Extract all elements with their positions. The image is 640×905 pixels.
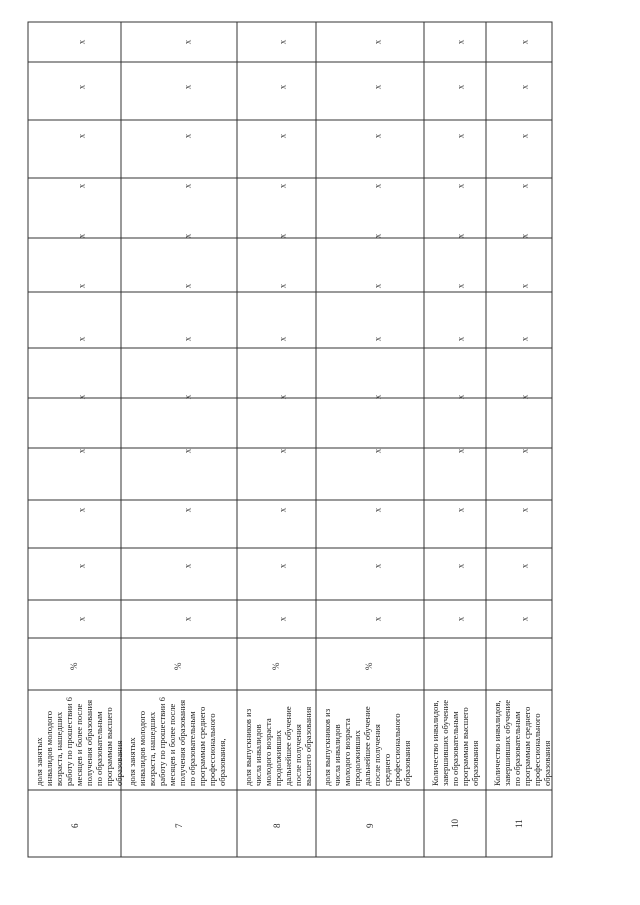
empty-cell-mark: x (519, 563, 530, 569)
empty-cell-mark: x (519, 283, 530, 289)
empty-cell-mark: x (455, 183, 466, 189)
row-unit: % (270, 662, 281, 670)
empty-cell-mark: x (76, 448, 87, 454)
empty-cell-mark: x (372, 563, 383, 569)
empty-cell-mark: x (76, 39, 87, 45)
row-description: Количество инвалидов, завершивших обучение по образовательным программам среднего профессионального образования (492, 699, 552, 786)
empty-cell-mark: x (519, 183, 530, 189)
empty-cell-mark: x (76, 336, 87, 342)
empty-cell-mark: x (455, 448, 466, 454)
empty-cell-mark: x (519, 616, 530, 622)
empty-cell-mark: x (277, 233, 288, 239)
empty-cell-mark: x (372, 233, 383, 239)
row-description: доля занятых инвалидов молодого возраста, нашедших работу по прошествии 6 месяцев и более после получения образования по образовательным программам среднего профессионального образования, (127, 697, 227, 786)
empty-cell-mark: x (277, 283, 288, 289)
empty-cell-mark: x (76, 84, 87, 90)
row-number: 6 (69, 823, 80, 828)
empty-cell-mark: x (182, 283, 193, 289)
empty-cell-mark: x (455, 394, 466, 400)
empty-cell-mark: x (372, 616, 383, 622)
empty-cell-mark: x (76, 133, 87, 139)
empty-cell-mark: x (519, 39, 530, 45)
empty-cell-mark: x (372, 84, 383, 90)
empty-cell-mark: x (519, 336, 530, 342)
row-number: 8 (271, 823, 282, 828)
empty-cell-mark: x (372, 133, 383, 139)
empty-cell-mark: x (372, 283, 383, 289)
empty-cell-mark: x (455, 233, 466, 239)
empty-cell-mark: x (277, 133, 288, 139)
empty-cell-mark: x (182, 394, 193, 400)
empty-cell-mark: x (182, 563, 193, 569)
empty-cell-mark: x (76, 394, 87, 400)
empty-cell-mark: x (455, 39, 466, 45)
row-description: Количество инвалидов, завершивших обучение по образовательным программам высшего образования (430, 699, 480, 786)
empty-cell-mark: x (372, 448, 383, 454)
row-description: доля занятых инвалидов молодого возраста, нашедших работу по прошествии 6 месяцев и более после получения образования по образовательным программам высшего образования (34, 697, 124, 786)
empty-cell-mark: x (519, 394, 530, 400)
empty-cell-mark: x (76, 563, 87, 569)
row-unit: % (364, 662, 374, 670)
empty-cell-mark: x (372, 336, 383, 342)
empty-cell-mark: x (277, 563, 288, 569)
row-description: доля выпускников из числа инвалидов молодого возраста продолживших дальнейшее обучение после получения высшего образования (243, 706, 313, 786)
empty-cell-mark: x (277, 616, 288, 622)
row-unit: % (68, 662, 79, 670)
row-number: 7 (174, 823, 184, 828)
empty-cell-mark: x (519, 84, 530, 90)
empty-cell-mark: x (76, 616, 87, 622)
empty-cell-mark: x (182, 336, 193, 342)
empty-cell-mark: x (277, 183, 288, 189)
empty-cell-mark: x (277, 84, 288, 90)
empty-cell-mark: x (277, 507, 288, 513)
empty-cell-mark: x (182, 183, 193, 189)
empty-cell-mark: x (372, 394, 383, 400)
empty-cell-mark: x (455, 616, 466, 622)
empty-cell-mark: x (372, 39, 383, 45)
empty-cell-mark: x (182, 84, 193, 90)
empty-cell-mark: x (519, 507, 530, 513)
empty-cell-mark: x (519, 133, 530, 139)
empty-cell-mark: x (182, 133, 193, 139)
row-unit: % (173, 662, 183, 670)
empty-cell-mark: x (277, 394, 288, 400)
empty-cell-mark: x (277, 448, 288, 454)
empty-cell-mark: x (76, 183, 87, 189)
empty-cell-mark: x (519, 233, 530, 239)
empty-cell-mark: x (76, 233, 87, 239)
empty-cell-mark: x (455, 563, 466, 569)
empty-cell-mark: x (455, 133, 466, 139)
empty-cell-mark: x (76, 283, 87, 289)
row-number: 10 (450, 819, 460, 828)
empty-cell-mark: x (182, 448, 193, 454)
empty-cell-mark: x (182, 39, 193, 45)
empty-cell-mark: x (277, 336, 288, 342)
empty-cell-mark: x (372, 183, 383, 189)
empty-cell-mark: x (182, 507, 193, 513)
empty-cell-mark: x (455, 283, 466, 289)
empty-cell-mark: x (182, 616, 193, 622)
row-number: 9 (365, 823, 375, 828)
empty-cell-mark: x (372, 507, 383, 513)
empty-cell-mark: x (455, 336, 466, 342)
row-description: доля выпускников из числа инвалидов молодого возраста продолживших дальнейшее обучение после получения среднего профессионального образования (322, 706, 412, 786)
empty-cell-mark: x (455, 507, 466, 513)
row-number: 11 (514, 819, 524, 828)
empty-cell-mark: x (519, 448, 530, 454)
empty-cell-mark: x (182, 233, 193, 239)
empty-cell-mark: x (455, 84, 466, 90)
empty-cell-mark: x (277, 39, 288, 45)
empty-cell-mark: x (76, 507, 87, 513)
